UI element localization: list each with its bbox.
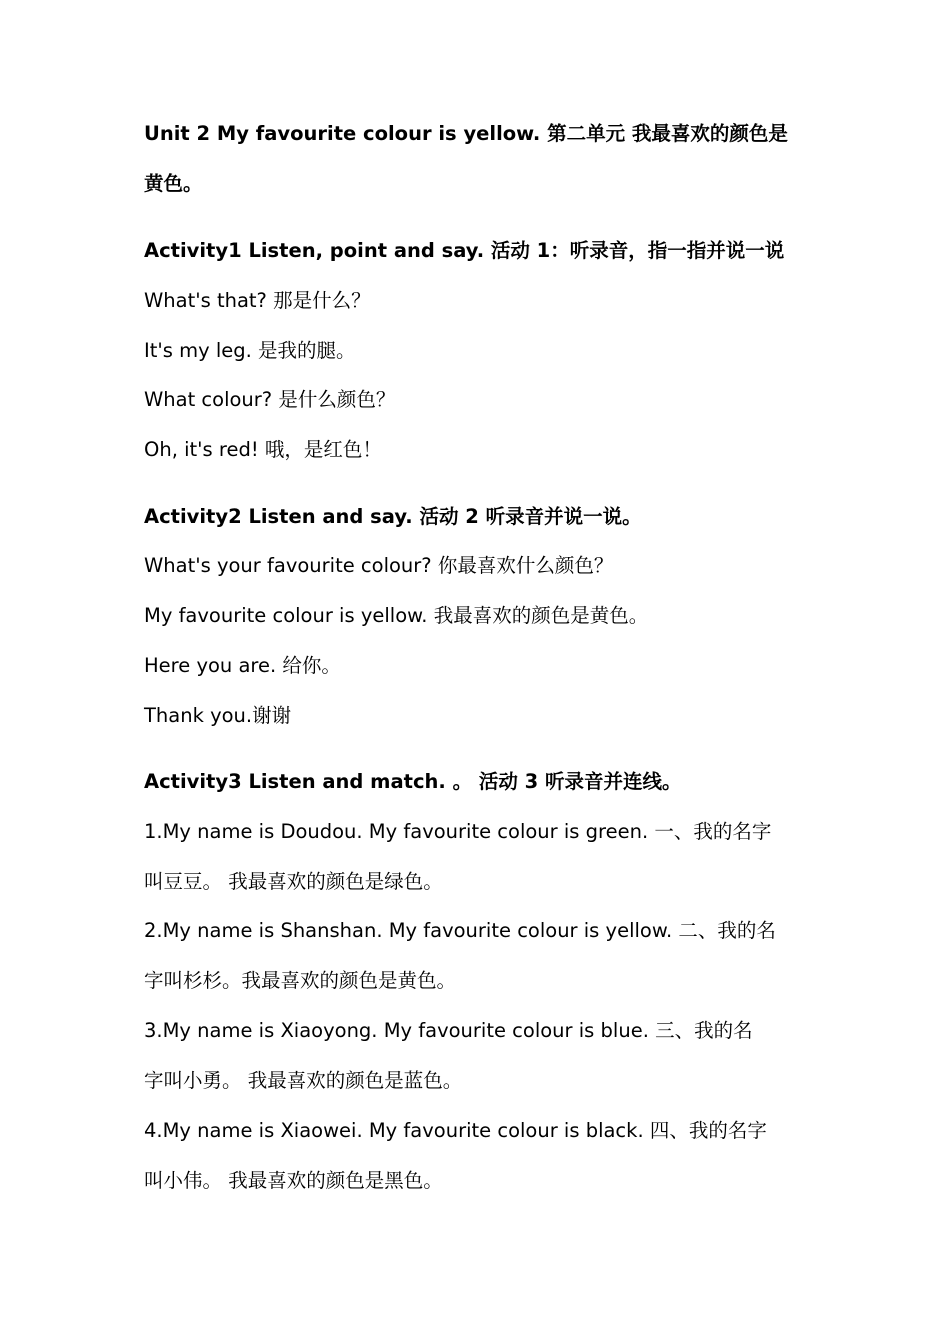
activity3-line: 2.My name is Shanshan. My favourite colour is yellow. 二、我的名: [144, 919, 776, 942]
unit-title-line-1: Unit 2 My favourite colour is yellow. 第二单元 我最喜欢的颜色是: [144, 122, 788, 145]
activity3-line: 叫豆豆。 我最喜欢的颜色是绿色。: [144, 870, 443, 893]
unit-title-line-2: 黄色。: [144, 172, 203, 195]
activity3-line: 1.My name is Doudou. My favourite colour is green. 一、我的名字: [144, 820, 772, 843]
activity3-line: 字叫小勇。 我最喜欢的颜色是蓝色。: [144, 1069, 463, 1092]
activity1-heading: Activity1 Listen, point and say. 活动 1：听录音，指一指并说一说: [144, 239, 785, 262]
activity3-line: 字叫杉杉。我最喜欢的颜色是黄色。: [144, 969, 457, 992]
activity2-line: Here you are. 给你。: [144, 654, 341, 677]
activity3-heading: Activity3 Listen and match. 。 活动 3 听录音并连线。: [144, 770, 682, 793]
activity2-line: Thank you.谢谢: [144, 704, 292, 727]
activity1-line: What colour? 是什么颜色？: [144, 388, 396, 411]
activity3-line: 叫小伟。 我最喜欢的颜色是黑色。: [144, 1169, 443, 1192]
activity2-line: My favourite colour is yellow. 我最喜欢的颜色是黄色。: [144, 604, 649, 627]
activity1-line: What's that? 那是什么？: [144, 289, 371, 312]
activity1-line: Oh, it's red! 哦，是红色！: [144, 438, 382, 461]
activity3-line: 4.My name is Xiaowei. My favourite colour is black. 四、我的名字: [144, 1119, 767, 1142]
activity2-heading: Activity2 Listen and say. 活动 2 听录音并说一说。: [144, 505, 642, 528]
activity3-line: 3.My name is Xiaoyong. My favourite colour is blue. 三、我的名: [144, 1019, 753, 1042]
activity2-line: What's your favourite colour? 你最喜欢什么颜色？: [144, 554, 614, 577]
activity1-line: It's my leg. 是我的腿。: [144, 339, 356, 362]
